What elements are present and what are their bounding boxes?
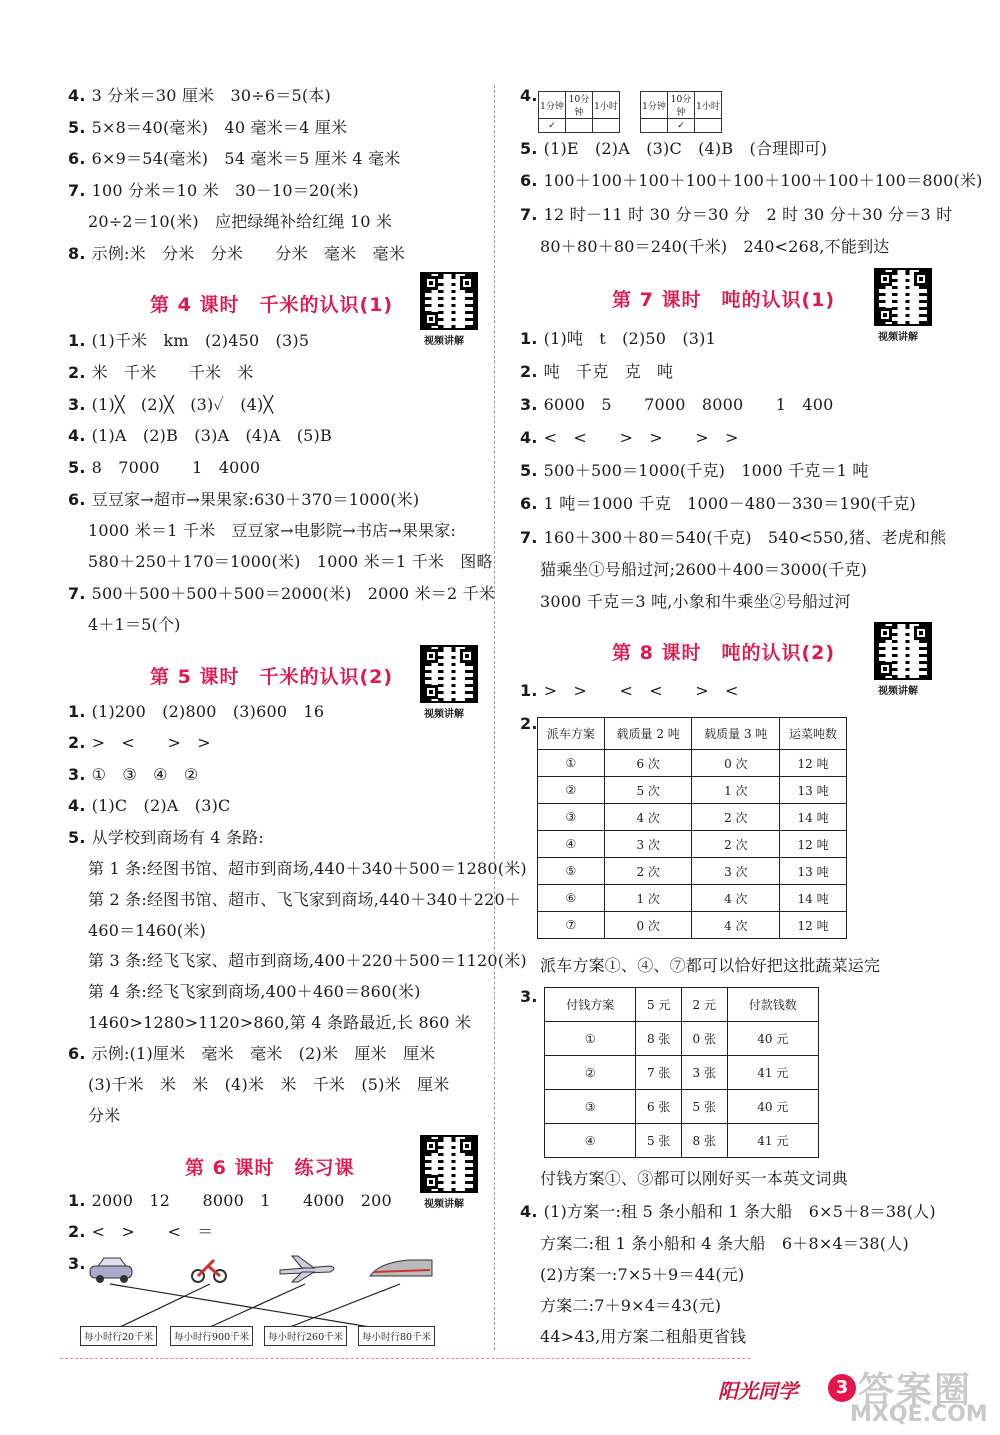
answer-line: 第 1 条:经图书馆、超市到商场,440＋340＋500＝1280(米): [88, 859, 527, 878]
answer-line: 3000 千克＝3 吨,小象和牛乘坐②号船过河: [540, 592, 851, 611]
airplane-icon: [280, 1256, 334, 1282]
answer-line: 6. 100＋100＋100＋100＋100＋100＋100＋100＝800(米): [520, 171, 983, 190]
brand-logo: 阳光同学: [718, 1379, 798, 1403]
answer-line: 1. (1)千米 km (2)450 (3)5: [68, 331, 310, 350]
answer-line: 3.: [520, 987, 538, 1006]
answer-line: 5. 500＋500＝1000(千克) 1000 千克＝1 吨: [520, 461, 869, 480]
qr-code-icon[interactable]: [874, 622, 932, 680]
answer-line: 第 2 条:经图书馆、超市、飞飞家到商场,440＋340＋220＋: [88, 890, 522, 909]
answer-line: 1460>1280>1120>860,第 4 条路最近,长 860 米: [88, 1013, 472, 1032]
train-icon: [370, 1260, 432, 1276]
qr-caption: 视频讲解: [424, 709, 464, 720]
table-header: 付钱方案: [545, 988, 636, 1022]
table-row: ③ 4 次 2 次 14 吨: [538, 804, 847, 831]
answer-line: 6. 1 吨＝1000 千克 1000－480－330＝190(千克): [520, 494, 916, 513]
answer-line: 4＋1＝5(个): [88, 615, 181, 634]
answer-line: 3. ① ③ ④ ②: [68, 765, 199, 784]
qr-code-icon[interactable]: [874, 268, 932, 326]
clock-choice-table: [538, 91, 620, 133]
answer-line: 第 4 条:经飞飞家到商场,400＋460＝860(米): [88, 982, 421, 1001]
qr-caption: 视频讲解: [878, 686, 918, 697]
qr-caption: 视频讲解: [424, 1199, 464, 1210]
answer-line: 方案二:7＋9×4＝43(元): [540, 1296, 722, 1315]
answer-line: 7. 500＋500＋500＋500＝2000(米) 2000 米＝2 千米: [68, 584, 496, 603]
car-icon: [90, 1258, 132, 1283]
answer-line: 8. 示例:米 分米 分米 分米 毫米 毫米: [68, 244, 406, 263]
speed-label: 每小时行900千米: [170, 1326, 253, 1346]
answer-line: 2. < > < ＝: [68, 1222, 214, 1241]
lesson-6-heading: 第 6 课时 练习课: [185, 1157, 355, 1179]
answer-line: 3. 6000 5 7000 8000 1 400: [520, 395, 834, 414]
table-header: 付款钱数: [727, 988, 818, 1022]
table-row: ⑥ 1 次 4 次 14 吨: [538, 885, 847, 912]
watermark: 答案圈: [858, 1370, 973, 1411]
answer-line: 7. 100 分米＝10 米 30－10＝20(米): [68, 181, 359, 200]
answer-line: 580＋250＋170＝1000(米) 1000 米＝1 千米 图略: [88, 552, 493, 571]
table-row: ③ 6 张 5 张 40 元: [545, 1090, 819, 1124]
answer-line: (2)方案一:7×5＋9＝44(元): [540, 1265, 745, 1284]
answer-line: 猫乘坐①号船过河;2600＋400＝3000(千克): [540, 560, 868, 579]
answer-line: 44>43,用方案二租船更省钱: [540, 1327, 747, 1346]
watermark-url: MXQE.COM: [850, 1402, 988, 1427]
table-header: 载质量 2 吨: [604, 718, 692, 750]
table-header: 5 元: [636, 988, 682, 1022]
footer-divider: [60, 1358, 750, 1359]
answer-line: 1. 2000 12 8000 1 4000 200: [68, 1191, 392, 1210]
answer-line: 分米: [88, 1106, 121, 1125]
answer-line: 4. 3 分米＝30 厘米 30÷6＝5(本): [68, 86, 331, 105]
answer-line: 2. 米 千米 千米 米: [68, 363, 254, 382]
answer-line: 派车方案①、④、⑦都可以恰好把这批蔬菜运完: [540, 956, 881, 975]
answer-line: 4. (1)C (2)A (3)C: [68, 796, 231, 815]
table-header: 运菜吨数: [780, 718, 847, 750]
lesson-8-heading: 第 8 课时 吨的认识(2): [612, 642, 836, 664]
answer-line: 3.: [68, 1254, 86, 1273]
answer-line: 5. 8 7000 1 4000: [68, 458, 261, 477]
answer-line: 5. 从学校到商场有 4 条路:: [68, 828, 264, 847]
table-row: ⑤ 2 次 3 次 13 吨: [538, 858, 847, 885]
qr-caption: 视频讲解: [878, 332, 918, 343]
lesson-7-heading: 第 7 课时 吨的认识(1): [612, 289, 836, 311]
table-cell: 1小时: [695, 92, 722, 119]
table-header: 载质量 3 吨: [692, 718, 780, 750]
answer-line: (3)千米 米 米 (4)米 米 千米 (5)米 厘米: [88, 1075, 450, 1094]
answer-line: 1. (1)200 (2)800 (3)600 16: [68, 702, 325, 721]
speed-label: 每小时行260千米: [264, 1326, 347, 1346]
qr-caption: 视频讲解: [424, 336, 464, 347]
table-header: 派车方案: [538, 718, 605, 750]
answer-line: 2. > < > >: [68, 733, 211, 752]
speed-label: 每小时行80千米: [358, 1326, 435, 1346]
answer-line: 6. 6×9＝54(毫米) 54 毫米＝5 厘米 4 毫米: [68, 149, 401, 168]
answer-line: 4. (1)方案一:租 5 条小船和 1 条大船 6×5＋8＝38(人): [520, 1202, 936, 1221]
table-row: ② 5 次 1 次 13 吨: [538, 777, 847, 804]
answer-line: 1. (1)吨 t (2)50 (3)1: [520, 329, 716, 348]
answer-line: 7. 160＋300＋80＝540(千克) 540<550,猪、老虎和熊: [520, 528, 947, 547]
qr-code-icon[interactable]: [420, 645, 478, 703]
answer-line: 7. 12 时－11 时 30 分＝30 分 2 时 30 分＋30 分＝3 时: [520, 205, 953, 224]
answer-line: 方案二:租 1 条小船和 4 条大船 6＋8×4＝38(人): [540, 1234, 909, 1253]
table-cell: 1小时: [593, 92, 620, 119]
table-cell: 10分钟: [668, 92, 695, 119]
table-cell: 10分钟: [566, 92, 593, 119]
qr-code-icon[interactable]: [420, 1135, 478, 1193]
table-cell: 1分钟: [539, 92, 566, 119]
column-divider: [494, 85, 495, 1350]
qr-code-icon[interactable]: [420, 272, 478, 330]
motorcycle-icon: [192, 1260, 226, 1282]
table-row: ④ 5 张 8 张 41 元: [545, 1124, 819, 1158]
answer-line: 6. 豆豆家→超市→果果家:630＋370＝1000(米): [68, 490, 420, 509]
answer-line: 第 3 条:经飞飞家、超市到商场,400＋220＋500＝1120(米): [88, 951, 527, 970]
table-row: ⑦ 0 次 4 次 12 吨: [538, 912, 847, 939]
answer-line: 5. (1)E (2)A (3)C (4)B (合理即可): [520, 139, 828, 158]
table-row: ② 7 张 3 张 41 元: [545, 1056, 819, 1090]
truck-plan-table: [537, 717, 847, 939]
table-header: 2 元: [681, 988, 727, 1022]
answer-line: 4. < < > > > >: [520, 428, 739, 447]
page-number: 3: [828, 1374, 856, 1402]
lesson-5-heading: 第 5 课时 千米的认识(2): [150, 666, 394, 688]
answer-line: 5. 5×8＝40(毫米) 40 毫米＝4 厘米: [68, 118, 348, 137]
answer-line: 20÷2＝10(米) 应把绿绳补给红绳 10 米: [88, 212, 393, 231]
answer-line: 1. > > < < > <: [520, 681, 739, 700]
table-row: ① 6 次 0 次 12 吨: [538, 750, 847, 777]
answer-line: 1000 米＝1 千米 豆豆家→电影院→书店→果果家:: [88, 521, 457, 540]
lesson-4-heading: 第 4 课时 千米的认识(1): [150, 294, 394, 316]
table-row: ① 8 张 0 张 40 元: [545, 1022, 819, 1056]
answer-line: 4. (1)A (2)B (3)A (4)A (5)B: [68, 426, 332, 445]
answer-line: 4.: [520, 86, 538, 105]
clock-choice-table: [640, 91, 722, 133]
answer-line: 6. 示例:(1)厘米 毫米 毫米 (2)米 厘米 厘米: [68, 1044, 436, 1063]
speed-label: 每小时行20千米: [80, 1326, 157, 1346]
table-cell: 1分钟: [641, 92, 668, 119]
answer-line: 付钱方案①、③都可以刚好买一本英文词典: [540, 1169, 848, 1188]
payment-plan-table: [544, 987, 819, 1158]
answer-line: 3. (1)╳ (2)╳ (3)✓ (4)╳: [68, 395, 274, 414]
answer-line: 460＝1460(米): [88, 921, 206, 940]
answer-line: 2. 吨 千克 克 吨: [520, 362, 674, 381]
table-cell: ✓: [668, 119, 695, 133]
answer-line: 80＋80＋80＝240(千米) 240<268,不能到达: [540, 237, 890, 256]
table-row: ④ 3 次 2 次 12 吨: [538, 831, 847, 858]
answer-line: 2.: [520, 714, 538, 733]
table-cell: ✓: [539, 119, 566, 133]
